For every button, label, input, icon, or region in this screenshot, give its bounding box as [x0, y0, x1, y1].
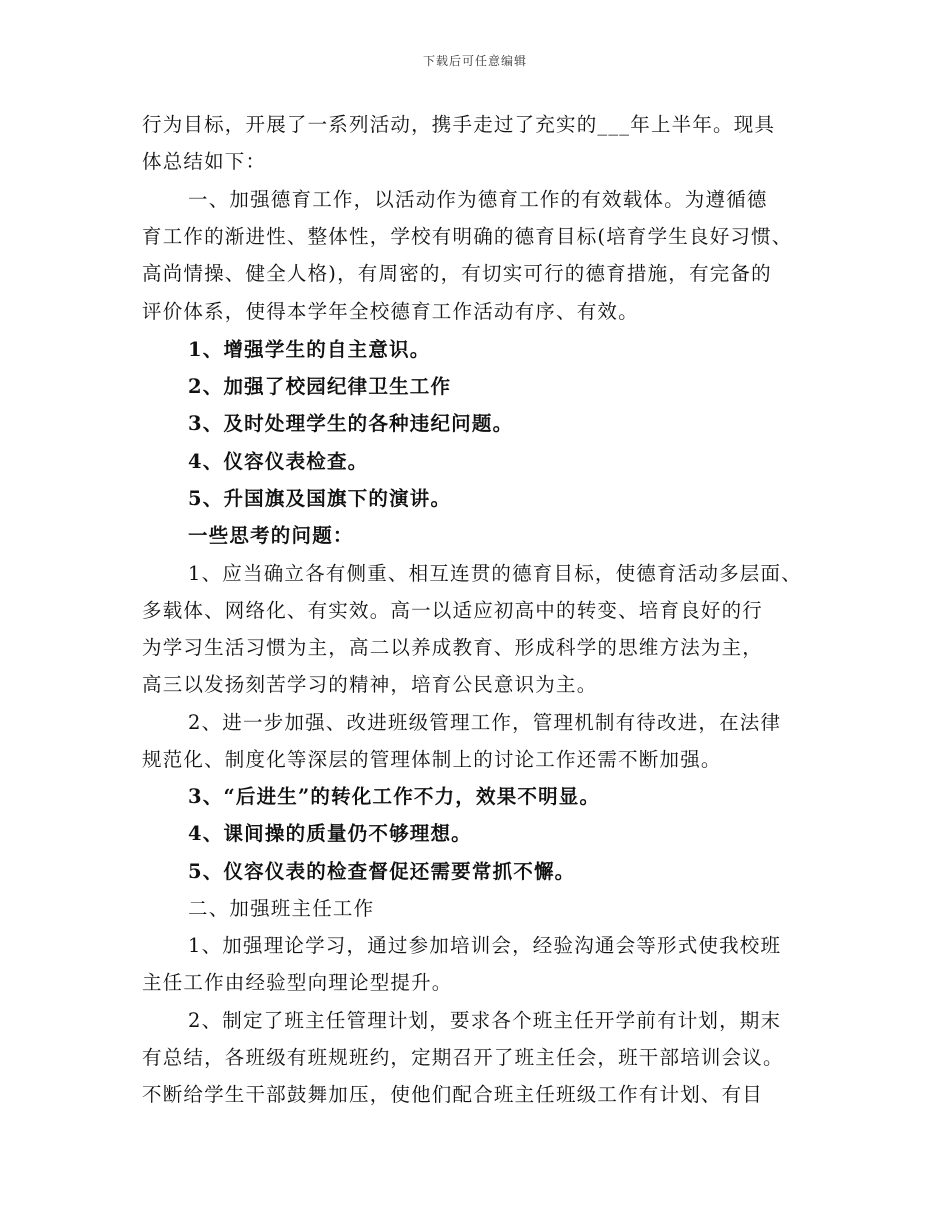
section-heading-moral-education: 一、加强德育工作，以活动作为德育工作的有效载体。为遵循德	[188, 188, 768, 211]
list-item: 1、增强学生的自主意识。	[188, 338, 431, 361]
body-line: 体总结如下：	[142, 150, 267, 173]
body-line: 高尚情操、健全人格)，有周密的，有切实可行的德育措施，有完备的	[142, 262, 772, 285]
list-item: 5、仪容仪表的检查督促还需要常抓不懈。	[188, 860, 576, 883]
body-line: 2、进一步加强、改进班级管理工作，管理机制有待改进，在法律	[188, 711, 782, 734]
body-line: 规范化、制度化等深层的管理体制上的讨论工作还需不断加强。	[142, 748, 722, 771]
body-line: 不断给学生干部鼓舞加压，使他们配合班主任班级工作有计划、有目	[142, 1083, 764, 1106]
body-line: 育工作的渐进性、整体性，学校有明确的德育目标(培育学生良好习惯、	[142, 225, 793, 248]
subheading-issues: 一些思考的问题：	[188, 524, 354, 547]
list-item: 2、加强了校园纪律卫生工作	[188, 375, 452, 398]
body-line: 行为目标，开展了一系列活动，携手走过了充实的___年上半年。现具	[142, 113, 776, 136]
list-item: 3、“后进生”的转化工作不力，效果不明显。	[188, 785, 601, 808]
body-line: 1、加强理论学习，通过参加培训会，经验沟通会等形式使我校班	[188, 934, 782, 957]
body-line: 评价体系，使得本学年全校德育工作活动有序、有效。	[142, 300, 639, 323]
section-heading-head-teacher: 二、加强班主任工作	[188, 897, 375, 920]
body-line: 为学习生活习惯为主，高二以养成教育、形成科学的思维方法为主，	[142, 636, 764, 659]
body-line: 2、制定了班主任管理计划，要求各个班主任开学前有计划，期末	[188, 1009, 782, 1032]
body-line: 有总结，各班级有班规班约，定期召开了班主任会，班干部培训会议。	[142, 1046, 784, 1069]
list-item: 5、升国旗及国旗下的演讲。	[188, 487, 452, 510]
list-item: 4、课间操的质量仍不够理想。	[188, 822, 472, 845]
page-header: 下载后可任意编辑	[422, 54, 527, 68]
body-line: 主任工作由经验型向理论型提升。	[142, 971, 453, 994]
list-item: 4、仪容仪表检查。	[188, 450, 369, 473]
list-item: 3、及时处理学生的各种违纪问题。	[188, 412, 514, 435]
body-line: 多载体、网络化、有实效。高一以适应初高中的转变、培育良好的行	[142, 599, 764, 622]
body-line: 高三以发扬刻苦学习的精神，培育公民意识为主。	[142, 673, 598, 696]
body-line: 1、应当确立各有侧重、相互连贯的德育目标，使德育活动多层面、	[188, 562, 802, 585]
